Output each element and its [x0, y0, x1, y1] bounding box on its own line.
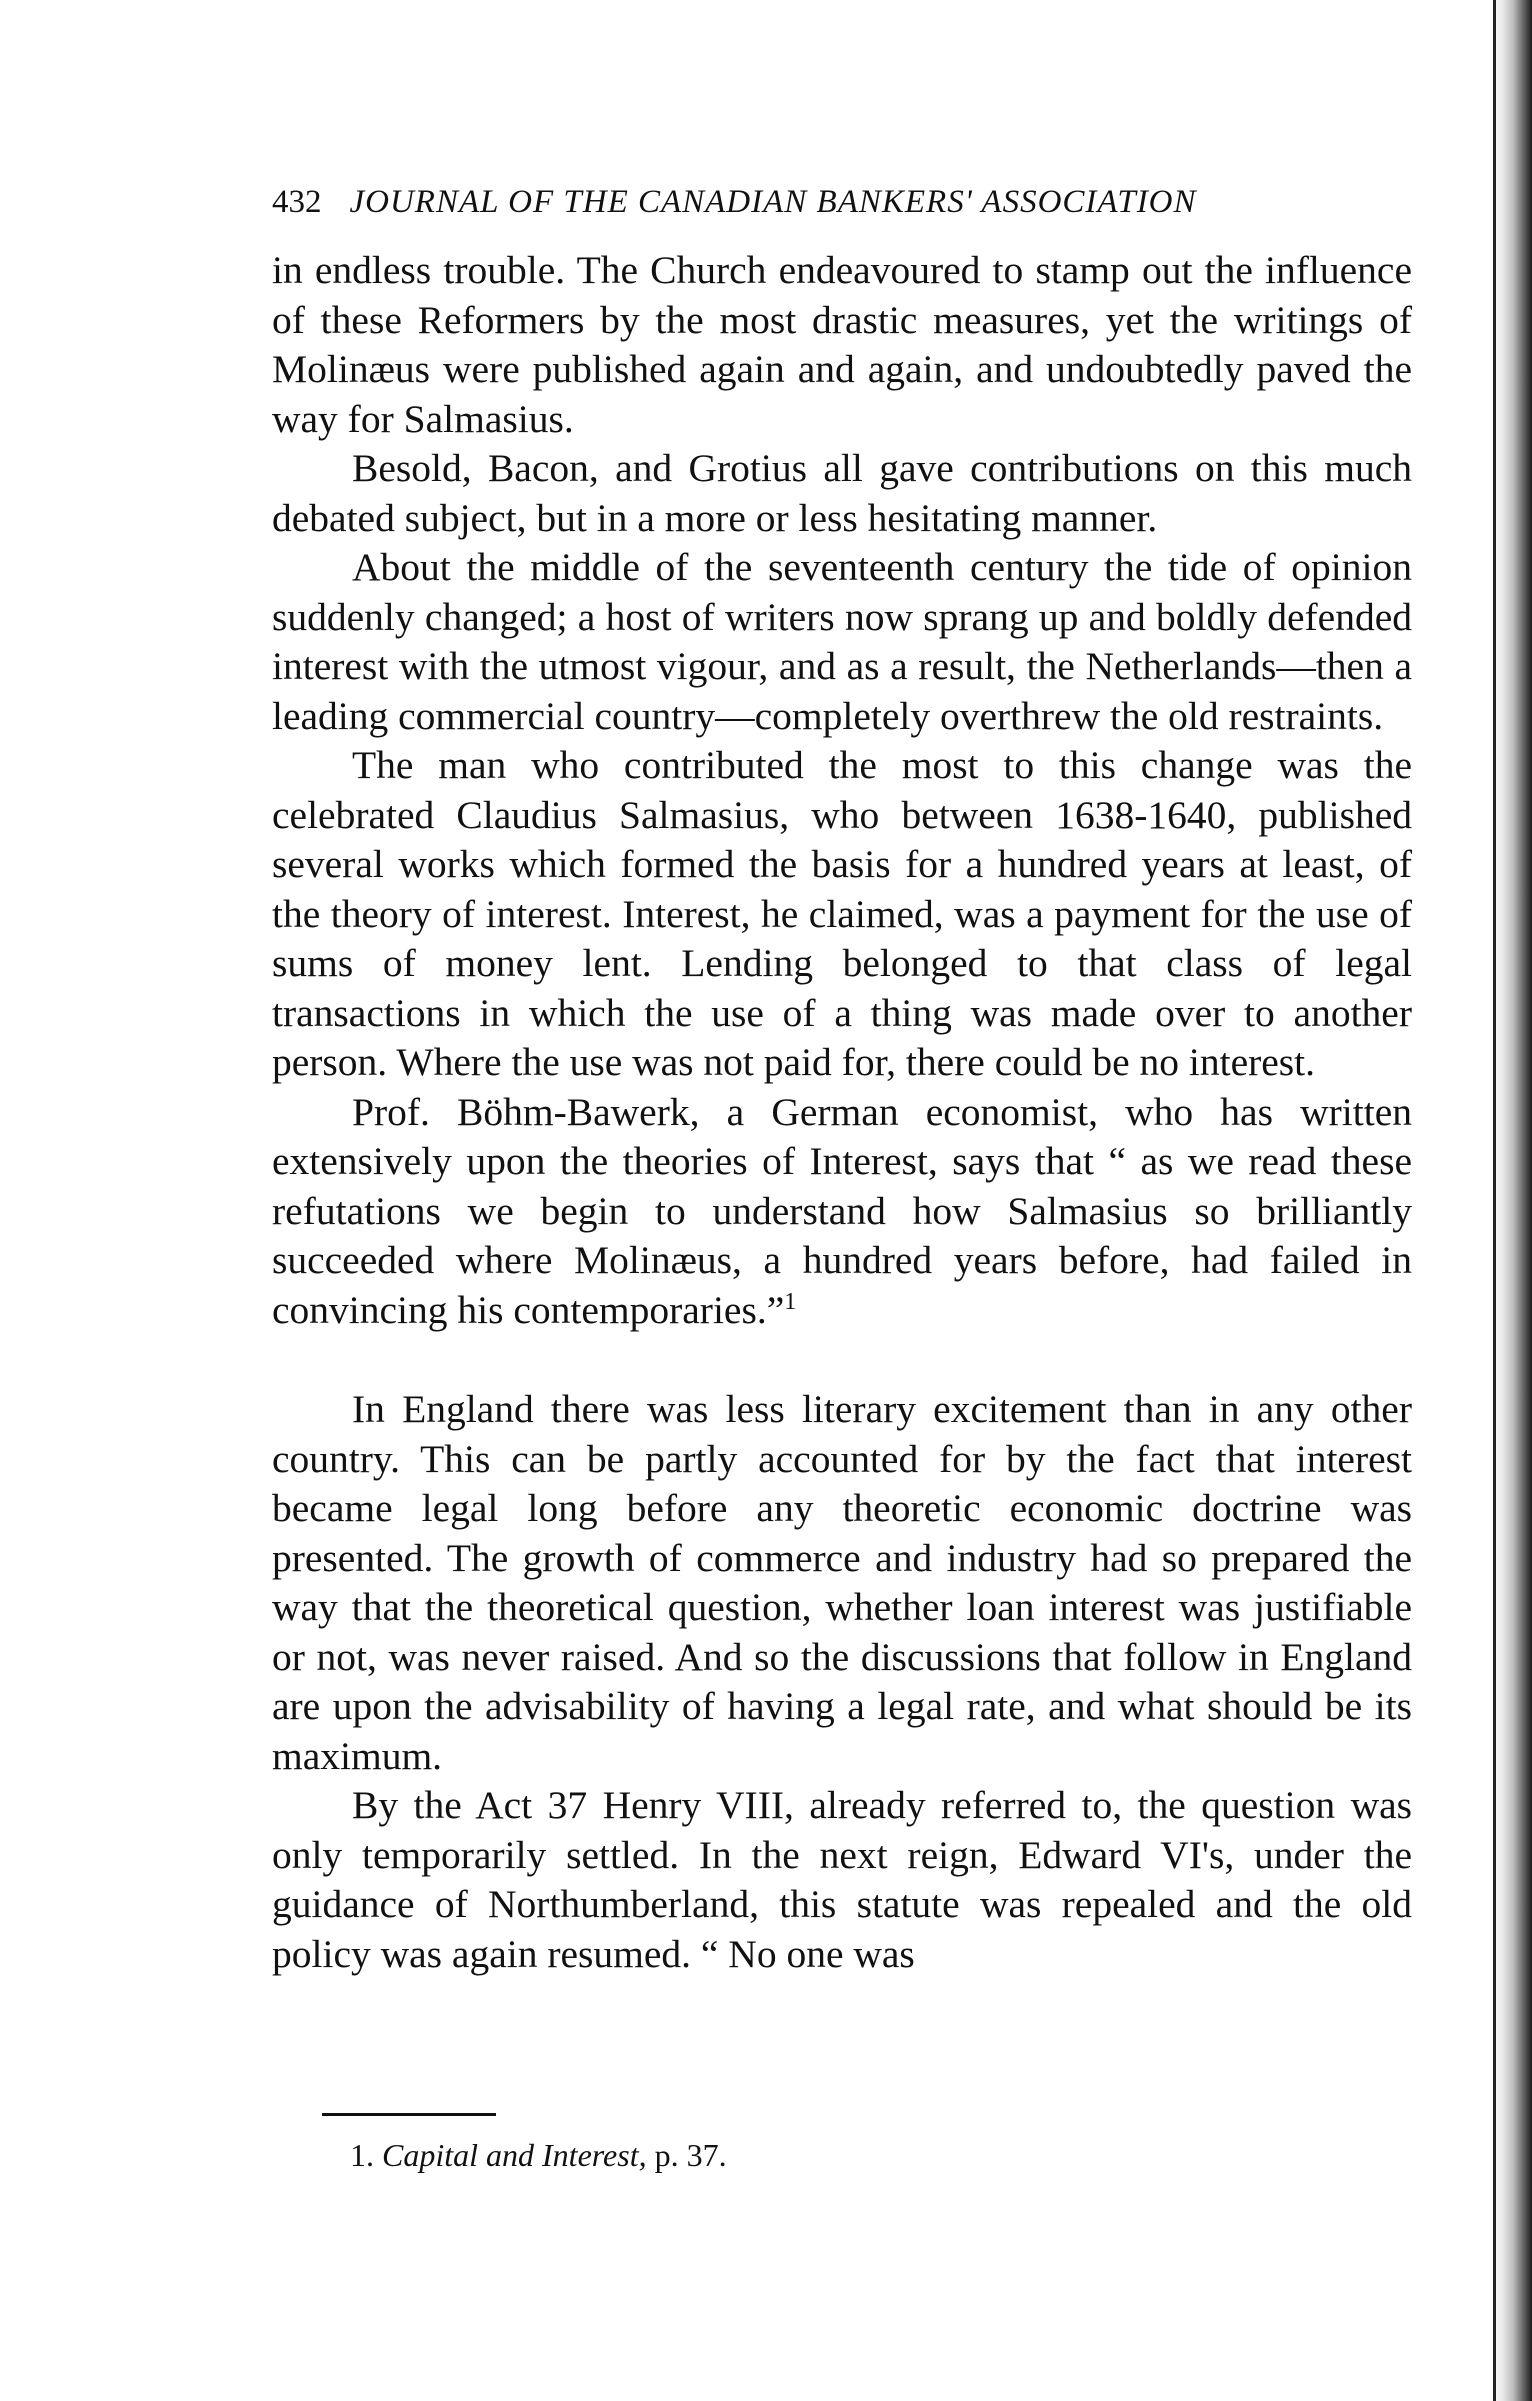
footnote-page-ref: p. 37. [654, 2137, 727, 2173]
page-number: 432 [272, 184, 322, 220]
paragraph-henry-viii: By the Act 37 Henry VIII, already referred to, the question was only temporarily settled. In the next reign, Edward VI's, under the guidance of Northumberland, this statute was repealed and the old policy was again resumed. “ No one was [272, 1783, 1412, 1976]
binding-edge-line [1493, 0, 1496, 2401]
footnote-rule [322, 2113, 496, 2116]
paragraph-besold: Besold, Bacon, and Grotius all gave contributions on this much debated subject, but in a more or less hesitating manner. [272, 446, 1412, 540]
footnote-number: 1. [350, 2137, 374, 2173]
bohm-bawerk-text: Prof. Böhm-Bawerk, a German economist, who has written extensively upon the theories of Interest, says that “ as we read these refutations we begin to understand how Salmasius so brilliantly succeeded where Molinæus, a hundred years before, had failed in convincing his contemporaries.” [272, 1089, 1412, 1332]
footnote-title: Capital and Interest, [382, 2137, 647, 2173]
paragraph-salmasius: The man who contributed the most to this change was the celebrated Claudius Salmasius, who between 1638-1640, published several works which formed the basis for a hundred years at least, of the theory of interest. Interest, he claimed, was a payment for the use of sums of money lent. Lending belonged to that class of legal transactions in which the use of a thing was made over to another person. Where the use was not paid for, there could be no interest. [272, 743, 1412, 1084]
paragraph-continuation: in endless trouble. The Church endeavoured to stamp out the influence of these Reformers by the most drastic measures, yet the writings of Molinæus were published again and again, and undoubtedly paved the way for Salmasius. [272, 248, 1412, 441]
section-gap [272, 1335, 1412, 1385]
running-title: JOURNAL OF THE CANADIAN BANKERS' ASSOCIATION [349, 184, 1197, 220]
paragraph-seventeenth-century: About the middle of the seventeenth century the tide of opinion suddenly changed; a host of writers now sprang up and boldly defended interest with the utmost vigour, and as a result, the Netherlands—then a leading commercial country—completely overthrew the old restraints. [272, 545, 1412, 738]
body-text [272, 246, 1412, 1979]
running-header [272, 184, 1322, 224]
footnote [350, 2137, 727, 2174]
paragraph-bohm-bawerk [272, 1088, 1412, 1336]
paragraph-england: In England there was less literary excitement than in any other country. This can be partly accounted for by the fact that interest became legal long before any theoretic economic doctrine was presented. The growth of commerce and industry had so prepared the way that the theoretical question, whether loan interest was justifiable or not, was never raised. And so the discussions that follow in England are upon the advisability of having a legal rate, and what should be its maximum. [272, 1387, 1412, 1778]
binding-shadow [1490, 0, 1532, 2401]
footnote-reference: 1 [784, 1288, 797, 1315]
